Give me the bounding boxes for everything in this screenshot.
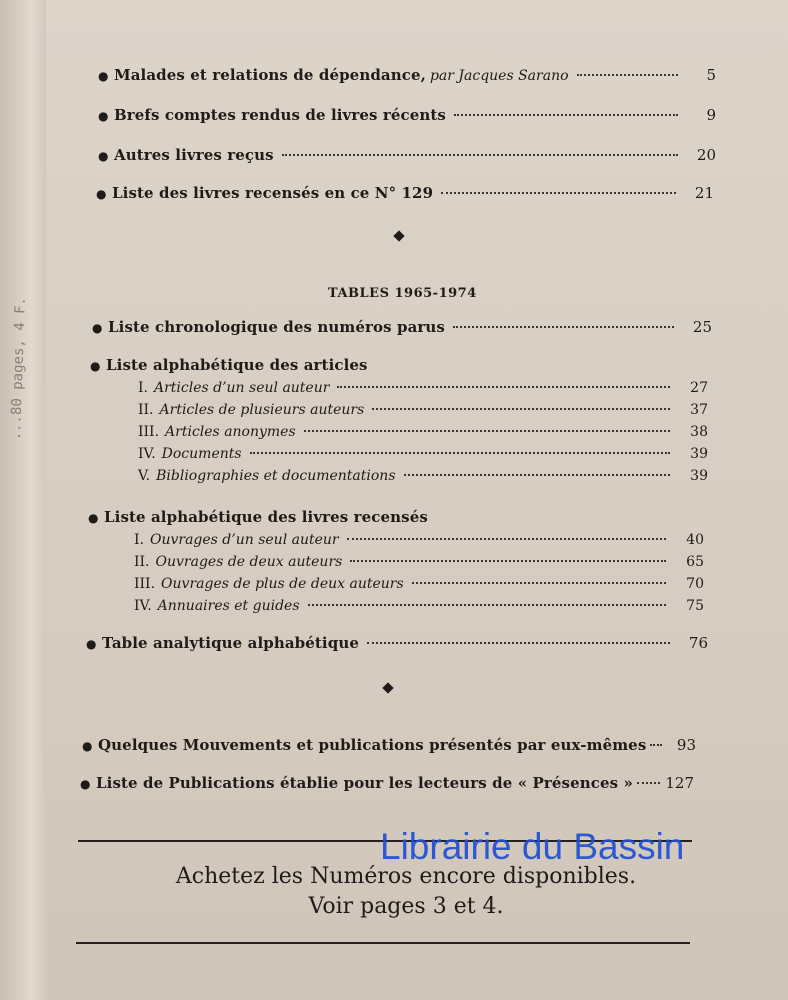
toc-sub-articles-2: II. Articles de plusieurs auteurs 37 [138,402,708,418]
page-number: 25 [692,318,712,336]
toc-sub-books-2: II. Ouvrages de deux auteurs 65 [134,554,704,570]
page-number: 5 [706,66,716,84]
page-number: 40 [686,532,704,548]
toc-entry-autres: ● Autres livres reçus 20 [98,146,716,164]
previous-page-edge [0,0,46,1000]
toc-sub-books-4: IV. Annuaires et guides 75 [134,598,704,614]
bullet-icon: ● [98,149,109,163]
page-number: 39 [690,468,708,484]
toc-entry-malades: ● Malades et relations de dépendance, par Jacques Sarano 5 [98,66,716,84]
toc-sub-articles-3: III. Articles anonymes 38 [138,424,708,440]
dot-leader [577,74,678,76]
page-number: 76 [688,634,708,652]
page-number: 70 [686,576,704,592]
dot-leader [304,430,670,432]
dot-leader [282,154,678,156]
toc-entry-livres: ● Liste alphabétique des livres recensés [88,508,428,526]
dot-leader [453,326,674,328]
page-number: 38 [690,424,708,440]
entry-author: par Jacques Sarano [429,68,569,84]
dot-leader [367,642,670,644]
bullet-icon: ● [82,739,93,753]
dot-leader [372,408,670,410]
dot-leader [347,538,666,540]
bullet-icon: ● [90,359,101,373]
cta-line-2: Voir pages 3 et 4. [308,894,504,919]
toc-sub-books-3: III. Ouvrages de plus de deux auteurs 70 [134,576,704,592]
page-number: 27 [690,380,708,396]
toc-entry-chronologique: ● Liste chronologique des numéros parus 25 [92,318,712,336]
toc-entry-articles: ● Liste alphabétique des articles [90,356,368,374]
toc-sub-articles-1: I. Articles d’un seul auteur 27 [138,380,708,396]
toc-entry-publications: ● Liste de Publications établie pour les lecteurs de « Présences » 127 [80,774,694,792]
dot-leader [637,782,660,784]
dot-leader [350,560,666,562]
page-number: 21 [694,184,714,202]
toc-entry-liste-livres: ● Liste des livres recensés en ce N° 129 21 [96,184,714,202]
page-number: 20 [696,146,716,164]
page-number: 75 [686,598,704,614]
page-number: 65 [686,554,704,570]
watermark-text: Librairie du Bassin [380,826,685,867]
dot-leader [308,604,666,606]
toc-sub-articles-5: V. Bibliographies et documentations 39 [138,468,708,484]
bullet-icon: ● [86,637,97,651]
page-number: 37 [690,402,708,418]
page-number: 93 [676,736,696,754]
bullet-icon: ● [80,777,91,791]
diamond-separator-icon [382,682,393,693]
bullet-icon: ● [98,69,109,83]
dot-leader [441,192,676,194]
dot-leader [337,386,670,388]
tables-heading: TABLES 1965-1974 [328,286,477,301]
dot-leader [404,474,670,476]
dot-leader [650,744,662,746]
toc-entry-analytique: ● Table analytique alphabétique 76 [86,634,708,652]
bullet-icon: ● [92,321,103,335]
edge-text: ...80 pages, 4 F. [8,296,29,441]
bullet-icon: ● [96,187,107,201]
toc-sub-articles-4: IV. Documents 39 [138,446,708,462]
dot-leader [454,114,678,116]
toc-sub-books-1: I. Ouvrages d’un seul auteur 40 [134,532,704,548]
call-to-action [106,862,706,922]
bullet-icon: ● [98,109,109,123]
toc-entry-mouvements: ● Quelques Mouvements et publications présentés par eux-mêmes 93 [82,736,696,754]
dot-leader [250,452,670,454]
bullet-icon: ● [88,511,99,525]
dot-leader [412,582,666,584]
bottom-rule [76,942,690,944]
diamond-separator-icon [393,230,404,241]
cta-line-1: Achetez les Numéros encore disponibles. [175,864,637,889]
page-number: 127 [665,774,694,792]
page-number: 39 [690,446,708,462]
page-number: 9 [706,106,716,124]
toc-entry-brefs: ● Brefs comptes rendus de livres récents 9 [98,106,716,124]
